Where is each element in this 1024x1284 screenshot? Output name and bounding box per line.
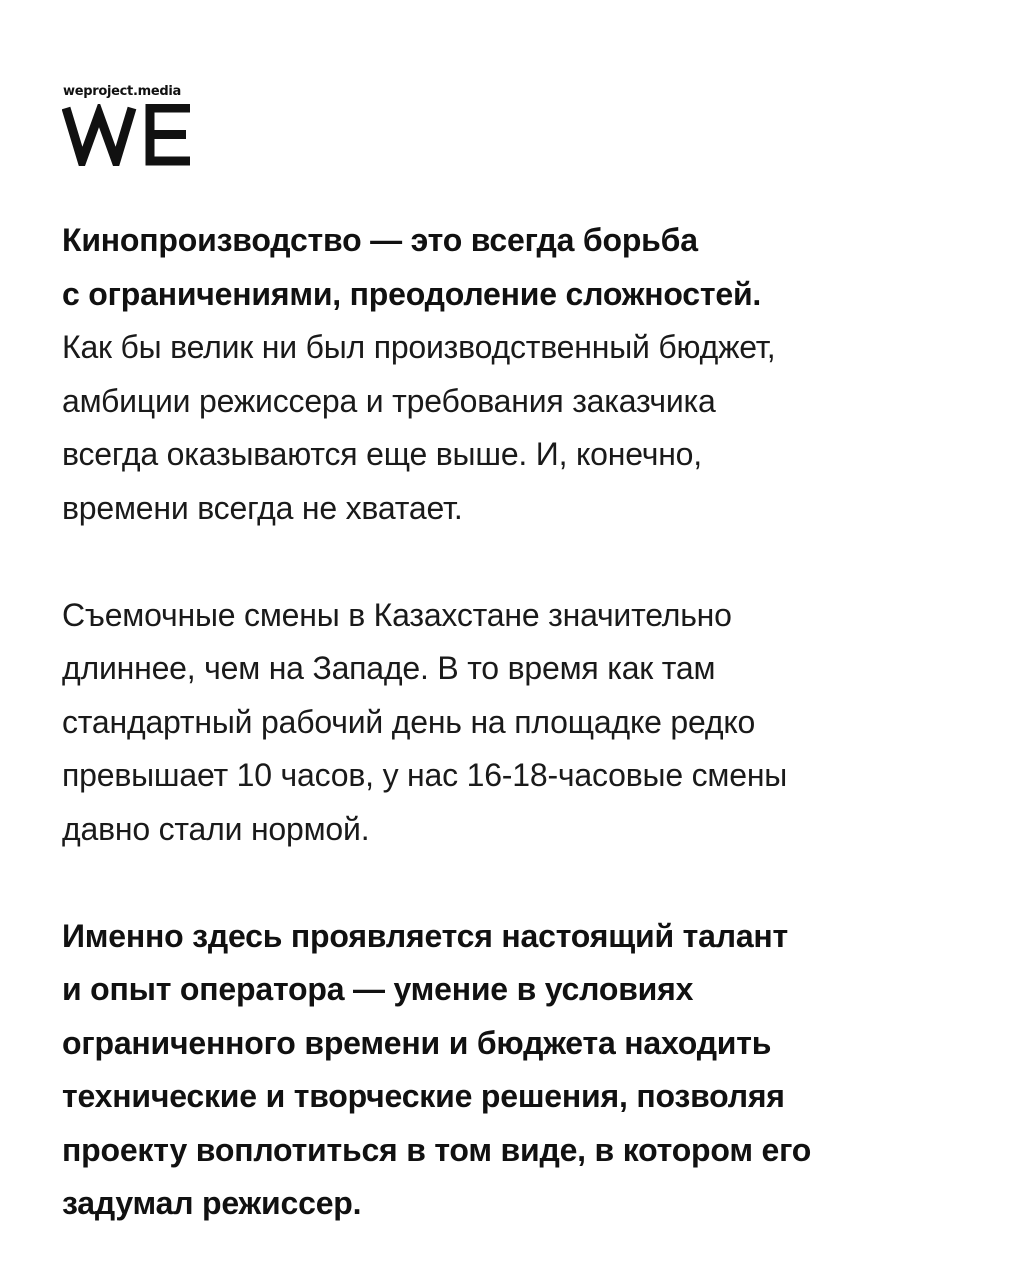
paragraph-2 bbox=[62, 589, 982, 857]
article-body bbox=[62, 214, 982, 1284]
text-line: давно стали нормой. bbox=[62, 810, 370, 847]
text-line: стандартный рабочий день на площадке редко bbox=[62, 703, 756, 740]
brand-header bbox=[62, 84, 194, 166]
text-line: Именно здесь проявляется настоящий талант bbox=[62, 917, 789, 954]
text-line: с ограничениями, преодоление сложностей. bbox=[62, 275, 762, 312]
text-line: Съемочные смены в Казахстане значительно bbox=[62, 596, 732, 633]
paragraph-1 bbox=[62, 214, 982, 535]
brand-site-name: weproject.media bbox=[63, 84, 182, 99]
text-line: Кинопроизводство — это всегда борьба bbox=[62, 222, 698, 258]
text-line: и опыт оператора — умение в условиях bbox=[62, 971, 694, 1007]
text-line: всегда оказываются еще выше. И, конечно, bbox=[62, 436, 702, 472]
text-line: Как бы велик ни был производственный бюджет, bbox=[62, 329, 776, 365]
we-logo bbox=[62, 104, 194, 166]
text-line: технические и творческие решения, позволяя bbox=[62, 1078, 785, 1114]
text-line: длиннее, чем на Западе. В то время как там bbox=[62, 650, 716, 686]
text-line: превышает 10 часов, у нас 16-18-часовые смены bbox=[62, 757, 788, 793]
text-line: задумал режиссер. bbox=[62, 1185, 362, 1221]
text-line: амбиции режиссера и требования заказчика bbox=[62, 382, 716, 419]
text-line: проекту воплотиться в том виде, в котором его bbox=[62, 1131, 812, 1168]
paragraph-3 bbox=[62, 910, 982, 1231]
text-line: времени всегда не хватает. bbox=[62, 489, 463, 526]
text-line: ограниченного времени и бюджета находить bbox=[62, 1024, 772, 1061]
